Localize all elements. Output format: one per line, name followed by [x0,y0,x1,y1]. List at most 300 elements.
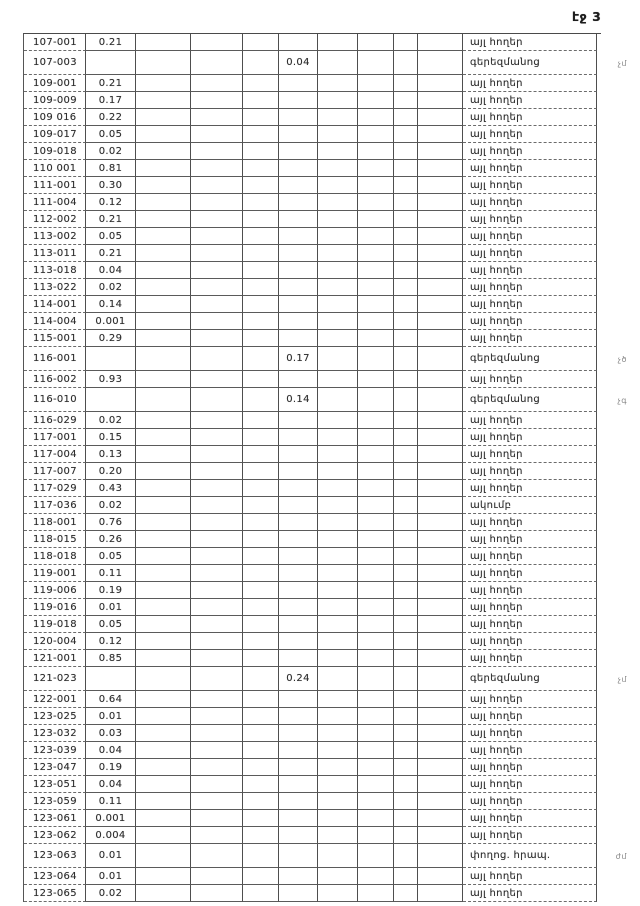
parcel-code-cell: 113-022 [24,279,86,296]
area-value-cell: 0.02 [86,497,136,514]
land-use-cell: այլ հողեր [463,75,597,92]
empty-cell [394,691,418,708]
empty-cell [358,446,394,463]
land-use-cell: այլ հողեր [463,92,597,109]
empty-cell [191,565,243,582]
area-value-cell: 0.26 [86,531,136,548]
parcel-code-cell: 123-025 [24,708,86,725]
secondary-area-cell [279,514,318,531]
secondary-area-cell [279,868,318,885]
parcel-code-cell: 116-010 [24,388,86,412]
land-use-cell: այլ հողեր [463,708,597,725]
empty-cell [318,725,358,742]
empty-cell [191,759,243,776]
empty-cell [418,92,463,109]
empty-cell [136,92,191,109]
parcel-code-cell: 116-029 [24,412,86,429]
parcel-code-cell: 111-004 [24,194,86,211]
table-row [24,793,601,810]
empty-cell [394,245,418,262]
empty-cell [318,429,358,446]
empty-cell [358,759,394,776]
area-value-cell: 0.12 [86,194,136,211]
area-value-cell: 0.20 [86,463,136,480]
empty-cell [191,497,243,514]
parcel-code-cell: 117-007 [24,463,86,480]
secondary-area-cell [279,827,318,844]
land-use-cell: այլ հողեր [463,633,597,650]
empty-cell [191,742,243,759]
land-use-cell: այլ հողեր [463,531,597,548]
area-value-cell: 0.03 [86,725,136,742]
empty-cell [394,497,418,514]
empty-cell [191,296,243,313]
area-value-cell [86,51,136,75]
empty-cell [136,228,191,245]
parcel-code-cell: 123-047 [24,759,86,776]
area-value-cell: 0.01 [86,844,136,868]
parcel-code-cell: 117-004 [24,446,86,463]
land-use-cell: այլ հողեր [463,827,597,844]
empty-cell [418,177,463,194]
empty-cell [418,143,463,160]
empty-cell [358,245,394,262]
table-row [24,126,601,143]
empty-cell [136,143,191,160]
secondary-area-cell [279,480,318,497]
area-value-cell: 0.81 [86,160,136,177]
empty-cell [394,616,418,633]
parcel-code-cell: 123-065 [24,885,86,902]
empty-cell [394,708,418,725]
land-use-cell: այլ հողեր [463,296,597,313]
empty-cell [358,262,394,279]
empty-cell [394,463,418,480]
empty-cell [418,548,463,565]
empty-cell [418,759,463,776]
empty-cell [136,885,191,902]
secondary-area-cell [279,691,318,708]
empty-cell [243,126,279,143]
empty-cell [243,616,279,633]
empty-cell [318,330,358,347]
secondary-area-cell [279,497,318,514]
empty-cell [318,412,358,429]
empty-cell [243,827,279,844]
land-use-cell: այլ հողեր [463,463,597,480]
parcel-code-cell: 118-001 [24,514,86,531]
empty-cell [394,109,418,126]
empty-cell [243,347,279,371]
area-value-cell: 0.04 [86,742,136,759]
empty-cell [394,885,418,902]
empty-cell [418,844,463,868]
empty-cell [318,109,358,126]
parcel-code-cell: 123-061 [24,810,86,827]
empty-cell [243,177,279,194]
parcel-code-cell: 110 001 [24,160,86,177]
empty-cell [358,228,394,245]
table-row [24,313,601,330]
empty-cell [136,429,191,446]
empty-cell [243,759,279,776]
table-row [24,51,627,75]
empty-cell [394,776,418,793]
empty-cell [136,34,191,51]
empty-cell [318,742,358,759]
land-use-cell: այլ հողեր [463,429,597,446]
parcel-code-cell: 122-001 [24,691,86,708]
area-value-cell: 0.15 [86,429,136,446]
empty-cell [318,548,358,565]
secondary-area-cell [279,177,318,194]
margin-annotation: ժմ [615,852,627,862]
land-use-cell: այլ հողեր [463,109,597,126]
empty-cell [358,691,394,708]
empty-cell [243,245,279,262]
area-value-cell: 0.004 [86,827,136,844]
empty-cell [136,616,191,633]
empty-cell [136,633,191,650]
empty-cell [136,793,191,810]
empty-cell [318,776,358,793]
secondary-area-cell [279,582,318,599]
empty-cell [243,388,279,412]
land-use-cell: այլ հողեր [463,279,597,296]
empty-cell [243,725,279,742]
area-value-cell: 0.04 [86,262,136,279]
area-value-cell: 0.11 [86,565,136,582]
empty-cell [136,330,191,347]
table-row [24,885,601,902]
secondary-area-cell [279,34,318,51]
secondary-area-cell: 0.04 [279,51,318,75]
table-row [24,429,601,446]
empty-cell [136,463,191,480]
land-use-cell: գերեզմանոց [463,388,597,412]
empty-cell [243,446,279,463]
parcel-code-cell: 123-051 [24,776,86,793]
empty-cell [358,497,394,514]
empty-cell [318,691,358,708]
empty-cell [358,126,394,143]
land-use-cell: այլ հողեր [463,868,597,885]
parcel-code-cell: 117-001 [24,429,86,446]
empty-cell [394,827,418,844]
empty-cell [418,194,463,211]
secondary-area-cell [279,885,318,902]
parcel-code-cell: 109 016 [24,109,86,126]
empty-cell [418,725,463,742]
area-value-cell: 0.21 [86,245,136,262]
empty-cell [136,565,191,582]
area-value-cell: 0.17 [86,92,136,109]
empty-cell [418,211,463,228]
land-use-cell: այլ հողեր [463,371,597,388]
empty-cell [136,446,191,463]
empty-cell [191,582,243,599]
empty-cell [358,463,394,480]
empty-cell [136,211,191,228]
empty-cell [418,514,463,531]
empty-cell [418,810,463,827]
secondary-area-cell [279,279,318,296]
empty-cell [394,371,418,388]
empty-cell [418,708,463,725]
empty-cell [394,75,418,92]
table-row [24,742,601,759]
empty-cell [243,708,279,725]
table-row [24,725,601,742]
table-row [24,194,601,211]
empty-cell [136,810,191,827]
secondary-area-cell [279,92,318,109]
land-use-cell: այլ հողեր [463,160,597,177]
empty-cell [394,211,418,228]
empty-cell [243,429,279,446]
empty-cell [136,548,191,565]
empty-cell [318,211,358,228]
empty-cell [191,143,243,160]
area-value-cell: 0.05 [86,228,136,245]
empty-cell [394,667,418,691]
empty-cell [191,599,243,616]
secondary-area-cell [279,211,318,228]
empty-cell [318,296,358,313]
empty-cell [136,279,191,296]
empty-cell [318,650,358,667]
empty-cell [136,296,191,313]
empty-cell [243,51,279,75]
empty-cell [318,793,358,810]
margin-annotation: չգ [617,396,627,406]
parcel-code-cell: 118-015 [24,531,86,548]
table-row [24,177,601,194]
empty-cell [243,868,279,885]
margin-annotation: չմ [617,59,627,69]
land-use-cell: այլ հողեր [463,725,597,742]
parcel-code-cell: 113-018 [24,262,86,279]
empty-cell [318,708,358,725]
parcel-code-cell: 109-017 [24,126,86,143]
empty-cell [318,313,358,330]
area-value-cell: 0.12 [86,633,136,650]
land-use-cell: այլ հողեր [463,650,597,667]
land-use-cell: այլ հողեր [463,177,597,194]
empty-cell [243,92,279,109]
empty-cell [418,463,463,480]
empty-cell [418,296,463,313]
secondary-area-cell [279,633,318,650]
secondary-area-cell [279,194,318,211]
table-row [24,868,601,885]
land-use-cell: այլ հողեր [463,582,597,599]
land-use-cell: այլ հողեր [463,616,597,633]
parcel-code-cell: 123-059 [24,793,86,810]
empty-cell [243,313,279,330]
secondary-area-cell [279,810,318,827]
empty-cell [136,531,191,548]
empty-cell [136,194,191,211]
secondary-area-cell [279,412,318,429]
empty-cell [418,388,463,412]
land-use-cell: գերեզմանոց [463,347,597,371]
empty-cell [318,177,358,194]
land-use-cell: այլ հողեր [463,313,597,330]
table-row [24,412,601,429]
empty-cell [191,868,243,885]
secondary-area-cell [279,446,318,463]
empty-cell [136,388,191,412]
empty-cell [191,126,243,143]
area-value-cell: 0.21 [86,34,136,51]
table-row [24,245,601,262]
empty-cell [358,548,394,565]
parcel-code-cell: 120-004 [24,633,86,650]
empty-cell [318,51,358,75]
area-value-cell: 0.04 [86,776,136,793]
empty-cell [191,412,243,429]
table-row [24,330,601,347]
secondary-area-cell [279,228,318,245]
area-value-cell: 0.14 [86,296,136,313]
parcel-code-cell: 117-029 [24,480,86,497]
empty-cell [358,75,394,92]
empty-cell [418,279,463,296]
table-row [24,582,601,599]
empty-cell [358,347,394,371]
land-use-cell: այլ հողեր [463,793,597,810]
parcel-code-cell: 109-018 [24,143,86,160]
empty-cell [358,531,394,548]
empty-cell [136,347,191,371]
land-use-cell: ակումբ [463,497,597,514]
empty-cell [191,616,243,633]
empty-cell [358,844,394,868]
area-value-cell: 0.02 [86,143,136,160]
secondary-area-cell [279,793,318,810]
empty-cell [136,691,191,708]
empty-cell [191,827,243,844]
empty-cell [191,531,243,548]
empty-cell [191,429,243,446]
secondary-area-cell [279,371,318,388]
parcel-code-cell: 113-011 [24,245,86,262]
empty-cell [418,313,463,330]
empty-cell [243,582,279,599]
empty-cell [191,92,243,109]
land-use-cell: այլ հողեր [463,412,597,429]
empty-cell [191,371,243,388]
table-row [24,759,601,776]
empty-cell [394,194,418,211]
land-use-cell: այլ հողեր [463,126,597,143]
empty-cell [358,868,394,885]
empty-cell [394,868,418,885]
empty-cell [243,262,279,279]
empty-cell [358,616,394,633]
secondary-area-cell [279,759,318,776]
empty-cell [394,742,418,759]
empty-cell [418,429,463,446]
area-value-cell: 0.29 [86,330,136,347]
secondary-area-cell [279,463,318,480]
land-use-cell: գերեզմանոց [463,51,597,75]
table-row [24,75,601,92]
empty-cell [394,633,418,650]
empty-cell [418,599,463,616]
empty-cell [243,793,279,810]
empty-cell [358,582,394,599]
empty-cell [418,126,463,143]
table-row [24,34,601,51]
empty-cell [394,514,418,531]
empty-cell [243,667,279,691]
parcel-code-cell: 112-002 [24,211,86,228]
empty-cell [418,228,463,245]
empty-cell [418,531,463,548]
empty-cell [394,810,418,827]
land-use-cell: այլ հողեր [463,245,597,262]
empty-cell [358,296,394,313]
secondary-area-cell [279,75,318,92]
area-value-cell: 0.02 [86,279,136,296]
empty-cell [191,262,243,279]
table-row [24,463,601,480]
empty-cell [136,313,191,330]
empty-cell [243,885,279,902]
empty-cell [318,759,358,776]
empty-cell [418,616,463,633]
area-value-cell: 0.21 [86,75,136,92]
land-use-cell: այլ հողեր [463,759,597,776]
area-value-cell: 0.85 [86,650,136,667]
parcel-code-cell: 107-001 [24,34,86,51]
empty-cell [418,51,463,75]
area-value-cell [86,667,136,691]
secondary-area-cell [279,708,318,725]
empty-cell [358,667,394,691]
empty-cell [358,599,394,616]
empty-cell [394,388,418,412]
empty-cell [358,34,394,51]
empty-cell [418,776,463,793]
empty-cell [191,708,243,725]
empty-cell [394,34,418,51]
empty-cell [136,776,191,793]
empty-cell [318,75,358,92]
empty-cell [418,742,463,759]
empty-cell [243,279,279,296]
parcel-code-cell: 107-003 [24,51,86,75]
table-row [24,347,627,371]
table-row [24,616,601,633]
empty-cell [358,279,394,296]
empty-cell [136,245,191,262]
parcel-code-cell: 116-002 [24,371,86,388]
empty-cell [418,885,463,902]
land-use-cell: այլ հողեր [463,228,597,245]
empty-cell [191,279,243,296]
table-row [24,92,601,109]
area-value-cell: 0.05 [86,126,136,143]
empty-cell [394,582,418,599]
empty-cell [191,330,243,347]
table-row [24,599,601,616]
empty-cell [136,109,191,126]
table-row [24,810,601,827]
empty-cell [358,109,394,126]
